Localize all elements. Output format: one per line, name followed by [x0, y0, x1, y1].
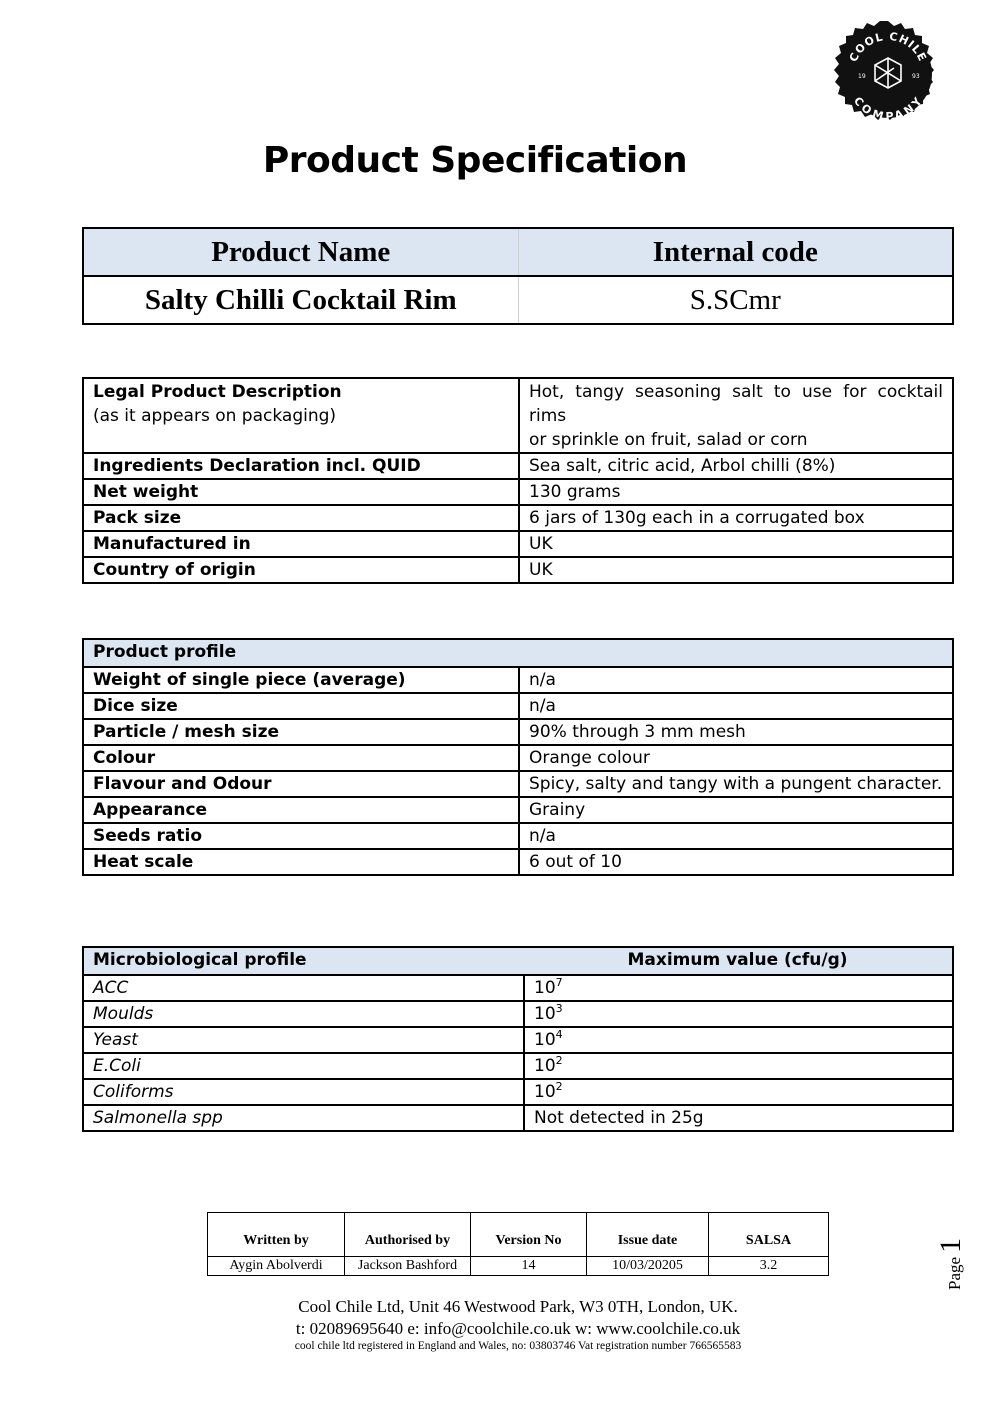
product-name-value: Salty Chilli Cocktail Rim: [144, 284, 457, 316]
pack-size-label: Pack size: [93, 508, 182, 528]
table-row: [84, 692, 952, 718]
profile-label: Heat scale: [93, 852, 194, 872]
legal-description-sublabel: (as it appears on packaging): [93, 406, 337, 426]
profile-value: n/a: [518, 824, 952, 848]
table-row: [84, 666, 952, 692]
country-of-origin-value: UK: [518, 558, 952, 582]
micro-value: $10^2$: [523, 1080, 952, 1104]
profile-label: Appearance: [93, 800, 208, 820]
page-number-value: 1: [934, 1237, 967, 1253]
table-row: [84, 379, 952, 452]
page-title: Product Specification: [262, 140, 688, 181]
microbiological-profile-table: [82, 946, 954, 1132]
micro-value: Not detected in 25g: [523, 1106, 952, 1130]
micro-label: E.Coli: [93, 1056, 141, 1076]
table-row: [84, 796, 952, 822]
logo-top-text: COOL CHILE: [846, 29, 930, 64]
issue-date-value: 10/03/20205: [586, 1257, 708, 1275]
table-row: [84, 1052, 952, 1078]
profile-value: n/a: [518, 668, 952, 692]
table-row: [84, 1000, 952, 1026]
micro-value: $10^2$: [523, 1054, 952, 1078]
profile-value: 90% through 3 mm mesh: [518, 720, 952, 744]
ingredients-label: Ingredients Declaration incl. QUID: [93, 456, 421, 476]
profile-value: Spicy, salty and tangy with a pungent character.: [518, 772, 952, 796]
manufactured-in-value: UK: [518, 532, 952, 556]
internal-code-value: S.SCmr: [518, 277, 953, 323]
table-row: [84, 452, 952, 478]
profile-label: Seeds ratio: [93, 826, 202, 846]
document-control-table: [207, 1212, 829, 1276]
table-row: [84, 718, 952, 744]
page-number: [934, 1238, 968, 1290]
logo-year-left: 19: [858, 73, 866, 80]
micro-value: $10^4$: [523, 1028, 952, 1052]
table-header-row: [84, 948, 952, 974]
micro-label: ACC: [93, 978, 129, 998]
micro-label: Moulds: [93, 1004, 154, 1024]
ingredients-value: Sea salt, citric acid, Arbol chilli (8%): [518, 454, 952, 478]
micro-value: $10^3$: [523, 1002, 952, 1026]
table-row: [84, 1026, 952, 1052]
legal-description-table: [82, 377, 954, 584]
authorised-by-value: Jackson Bashford: [344, 1257, 470, 1275]
internal-code-label: Internal code: [518, 229, 953, 275]
profile-label: Weight of single piece (average): [93, 670, 406, 690]
table-row: [84, 478, 952, 504]
table-row: [84, 504, 952, 530]
product-profile-table: [82, 638, 954, 876]
pack-size-value: 6 jars of 130g each in a corrugated box: [518, 506, 952, 530]
table-row: [84, 744, 952, 770]
profile-value: 6 out of 10: [518, 850, 952, 874]
micro-heading: Microbiological profile: [93, 950, 307, 970]
written-by-value: Aygin Abolverdi: [229, 1258, 323, 1273]
country-of-origin-label: Country of origin: [93, 560, 256, 580]
logo-bottom-text: COMPANY: [850, 94, 926, 124]
micro-label: Coliforms: [93, 1082, 174, 1102]
product-name-label: Product Name: [211, 236, 391, 268]
table-row: [84, 1104, 952, 1130]
issue-date-label: Issue date: [586, 1213, 708, 1256]
legal-description-label: Legal Product Description: [93, 382, 342, 402]
legal-description-value-line2: or sprinkle on fruit, salad or corn: [529, 430, 808, 450]
profile-label: Particle / mesh size: [93, 722, 280, 742]
manufactured-in-label: Manufactured in: [93, 534, 251, 554]
authorised-by-label: Authorised by: [344, 1213, 470, 1256]
table-row: [208, 1257, 828, 1275]
table-row: [84, 822, 952, 848]
table-header-row: [208, 1213, 828, 1257]
table-row: [84, 974, 952, 1000]
profile-value: n/a: [518, 694, 952, 718]
profile-value: Orange colour: [518, 746, 952, 770]
written-by-label: Written by: [243, 1233, 309, 1248]
product-profile-heading: Product profile: [93, 642, 237, 662]
legal-description-value: Hot, tangy seasoning salt to use for cocktail rims: [529, 382, 943, 426]
table-header-row: [84, 640, 952, 666]
cool-chile-company-logo: [834, 20, 942, 128]
version-label: Version No: [470, 1213, 586, 1256]
profile-label: Colour: [93, 748, 156, 768]
product-header-table: [82, 227, 954, 325]
net-weight-label: Net weight: [93, 482, 199, 502]
profile-label: Flavour and Odour: [93, 774, 272, 794]
table-row: [84, 530, 952, 556]
company-contact: t: 02089695640 e: info@coolchile.co.uk w: www.coolchile.co.uk: [295, 1319, 741, 1338]
profile-label: Dice size: [93, 696, 178, 716]
micro-heading-value: Maximum value (cfu/g): [627, 950, 848, 970]
page-label: Page: [945, 1256, 964, 1290]
table-row: [84, 1078, 952, 1104]
table-row: [84, 770, 952, 796]
company-registration: cool chile ltd registered in England and Wales, no: 03803746 Vat registration number 766565583: [294, 1340, 742, 1352]
micro-label: Salmonella spp: [93, 1108, 223, 1128]
header-row-labels: [84, 229, 952, 277]
table-row: [84, 556, 952, 582]
logo-year-right: 93: [912, 73, 920, 80]
micro-value: $10^7$: [523, 976, 952, 1000]
version-value: 14: [470, 1257, 586, 1275]
net-weight-value: 130 grams: [518, 480, 952, 504]
profile-value: Grainy: [518, 798, 952, 822]
header-row-values: [84, 277, 952, 323]
salsa-value: 3.2: [708, 1257, 828, 1275]
company-address: Cool Chile Ltd, Unit 46 Westwood Park, W3 0TH, London, UK.: [298, 1297, 738, 1316]
micro-label: Yeast: [93, 1030, 138, 1050]
table-row: [84, 848, 952, 874]
salsa-label: SALSA: [708, 1213, 828, 1256]
